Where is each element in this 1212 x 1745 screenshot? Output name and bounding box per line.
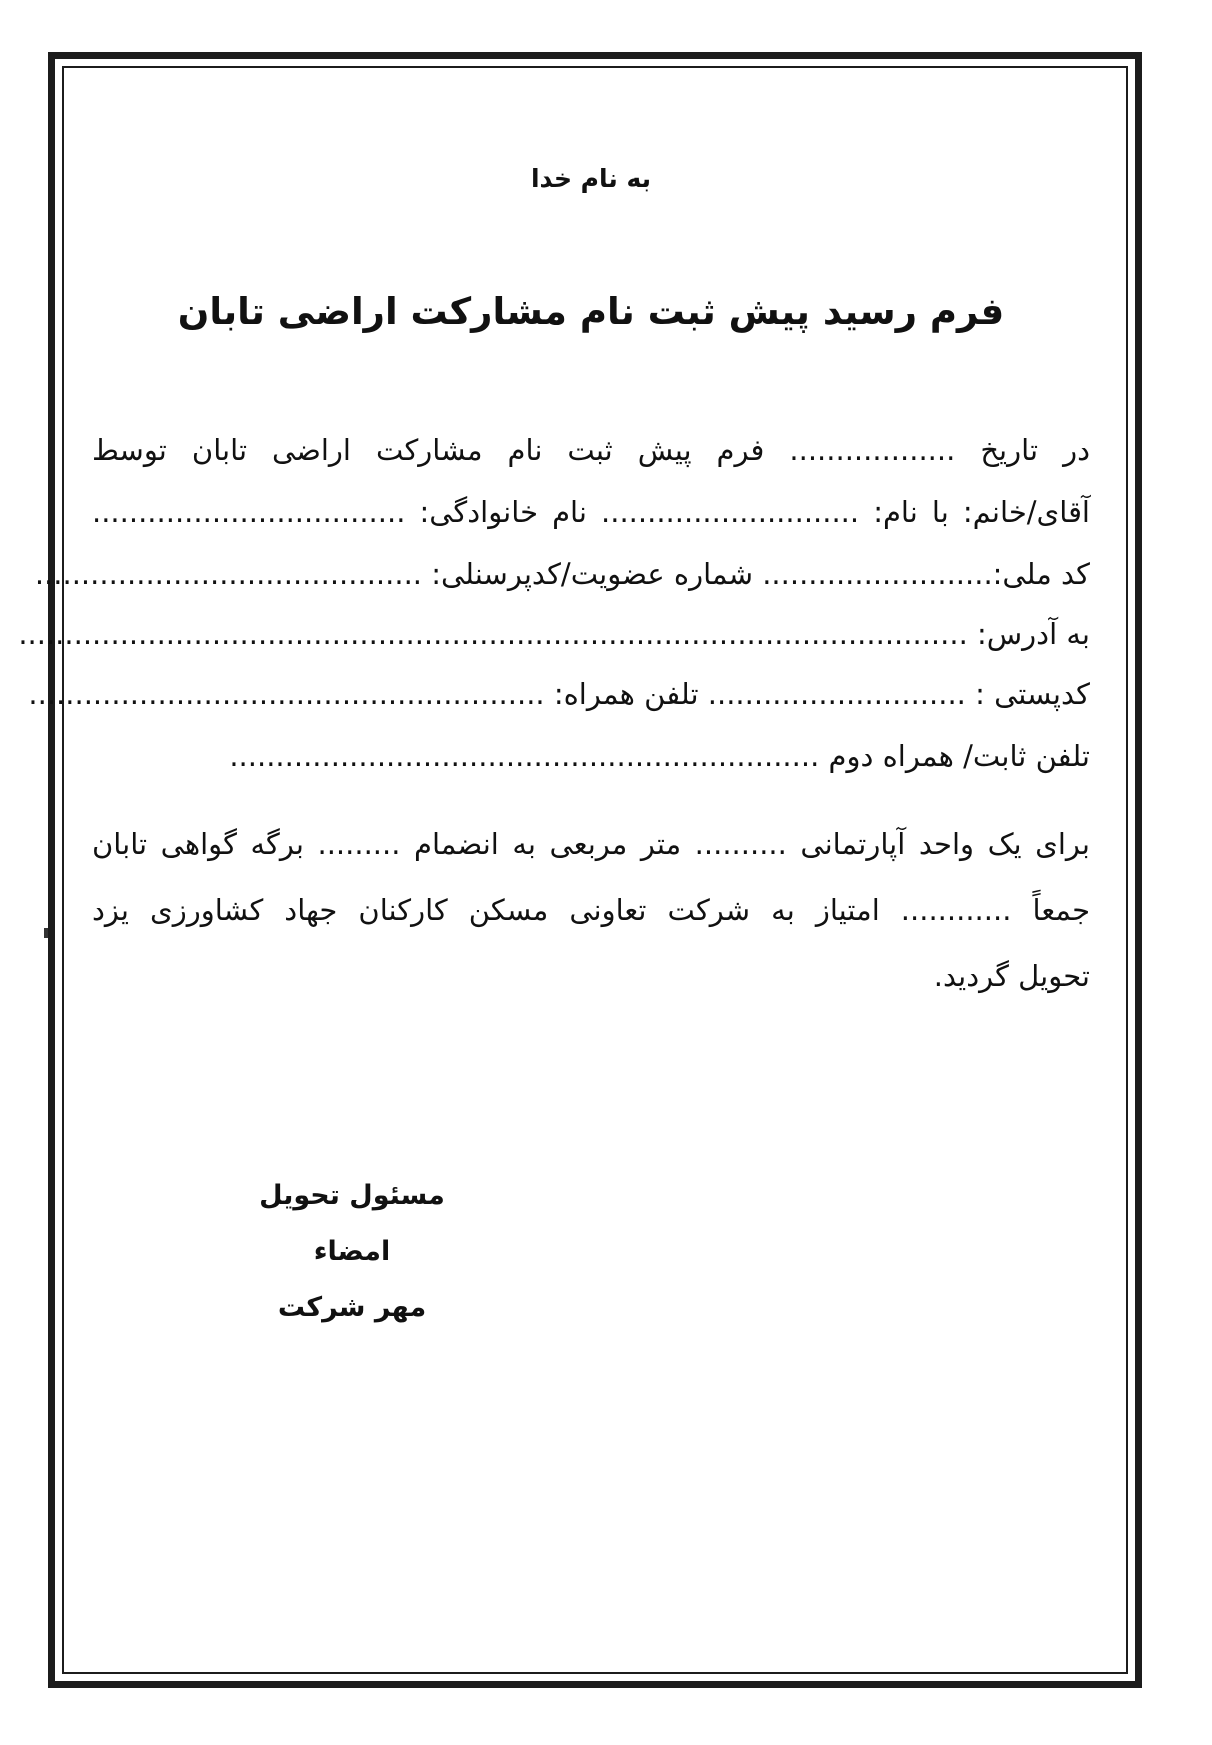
company-stamp-label: مهر شرکت	[277, 1292, 427, 1323]
form-line-landline: تلفن ثابت/ همراه دوم ................................................................	[229, 739, 1090, 773]
delivery-officer-label: مسئول تحویل	[259, 1180, 445, 1211]
paragraph-line-3: تحویل گردید.	[933, 959, 1090, 993]
form-line-national-code: کد ملی:......................... شماره عضویت/کدپرسنلی: ..........................................	[34, 557, 1090, 591]
signature-label: امضاء	[313, 1236, 391, 1267]
form-line-postal-code: کدپستی : ............................ تلفن همراه: ........................................................	[28, 677, 1090, 711]
paragraph-line-1: برای یک واحد آپارتمانی .......... متر مربعی به انضمام ......... برگه گواهی تابان	[92, 827, 1090, 861]
form-line-date: در تاریخ .................. فرم پیش ثبت نام مشارکت اراضی تابان توسط	[92, 433, 1090, 467]
paragraph-line-2: جمعاً ............ امتیاز به شرکت تعاونی مسکن کارکنان جهاد کشاورزی یزد	[92, 893, 1090, 927]
form-line-address: به آدرس: .......................................................................................................	[18, 617, 1090, 651]
document-body	[18, 150, 1090, 1610]
form-line-name: آقای/خانم: با نام: ............................ نام خانوادگی: ..................................	[92, 495, 1090, 529]
invocation-heading: به نام خدا	[530, 164, 652, 193]
document-title: فرم رسید پیش ثبت نام مشارکت اراضی تابان	[177, 290, 1005, 333]
scan-mark	[44, 928, 48, 938]
